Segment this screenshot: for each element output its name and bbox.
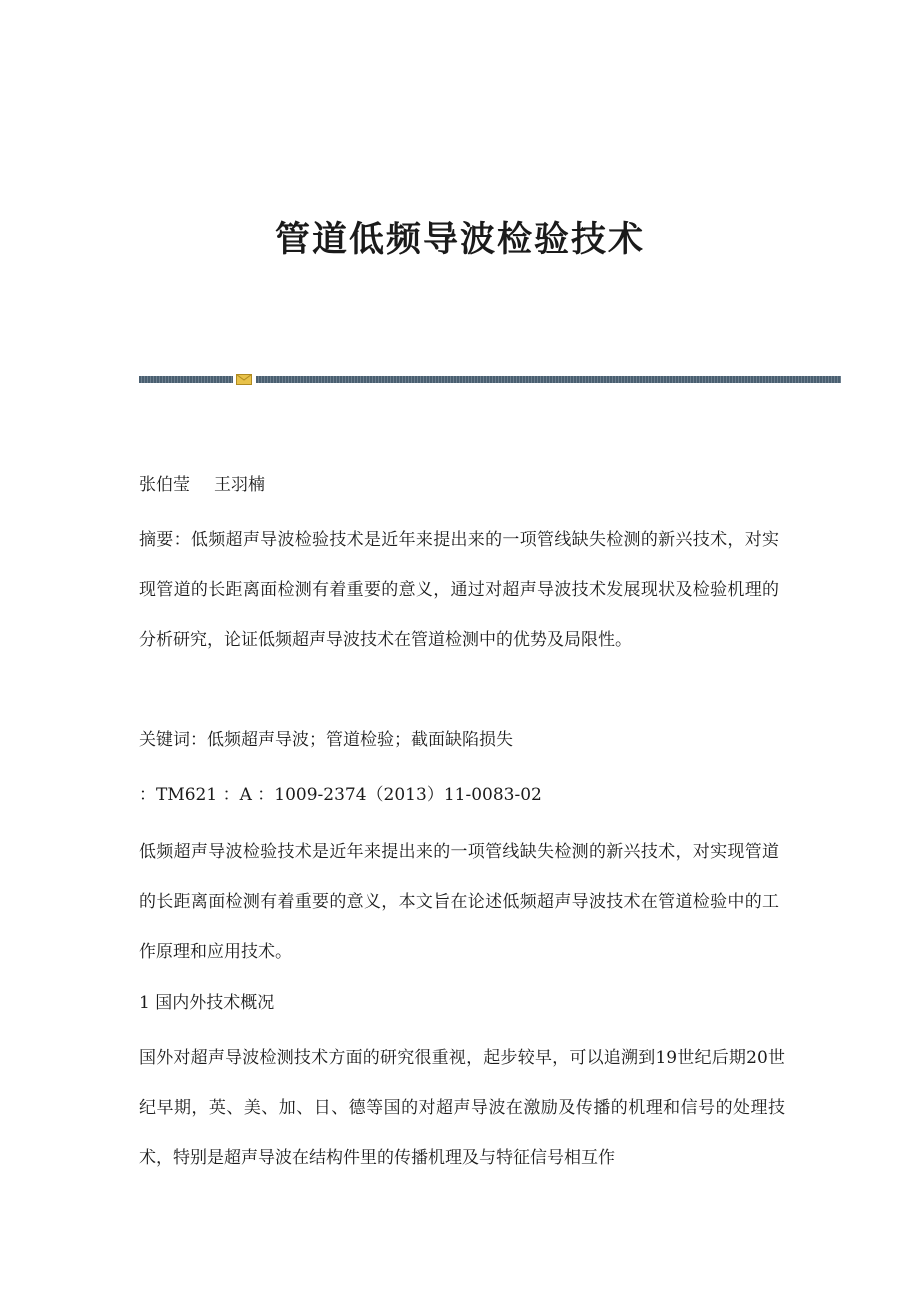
author-name: 王羽楠 xyxy=(214,475,265,495)
section-heading: 1 国内外技术概况 xyxy=(139,993,275,1013)
keywords: 关键词：低频超声导波；管道检验；截面缺陷损失 xyxy=(139,730,513,750)
intro-paragraph: 低频超声导波检验技术是近年来提出来的一项管线缺失检测的新兴技术，对实现管道的长距离面检测有着重要的意义，本文旨在论述低频超声导波技术在管道检验中的工作原理和应用技术。 xyxy=(139,842,779,962)
author-line xyxy=(139,460,789,510)
envelope-icon xyxy=(236,374,252,385)
document-title: 管道低频导波检验技术 xyxy=(274,219,645,260)
classification-line: ：TM621 ：A ：1009-2374（2013）11-0083-02 xyxy=(139,785,542,805)
divider-bar-left xyxy=(139,376,233,383)
title-divider xyxy=(139,374,841,385)
section-paragraph: 国外对超声导波检测技术方面的研究很重视，起步较早，可以追溯到19世纪后期20世纪早期，英、美、加、日、德等国的对超声导波在激励及传播的机理和信号的处理技术，特别是超声导波在结构件里的传播机理及与特征信号相互作 xyxy=(139,1048,785,1168)
author-name: 张伯莹 xyxy=(139,475,190,495)
abstract: 摘要：低频超声导波检验技术是近年来提出来的一项管线缺失检测的新兴技术，对实现管道的长距离面检测有着重要的意义，通过对超声导波技术发展现状及检验机理的分析研究，论证低频超声导波技术在管道检测中的优势及局限性。 xyxy=(139,530,779,650)
divider-bar-right xyxy=(256,376,841,383)
